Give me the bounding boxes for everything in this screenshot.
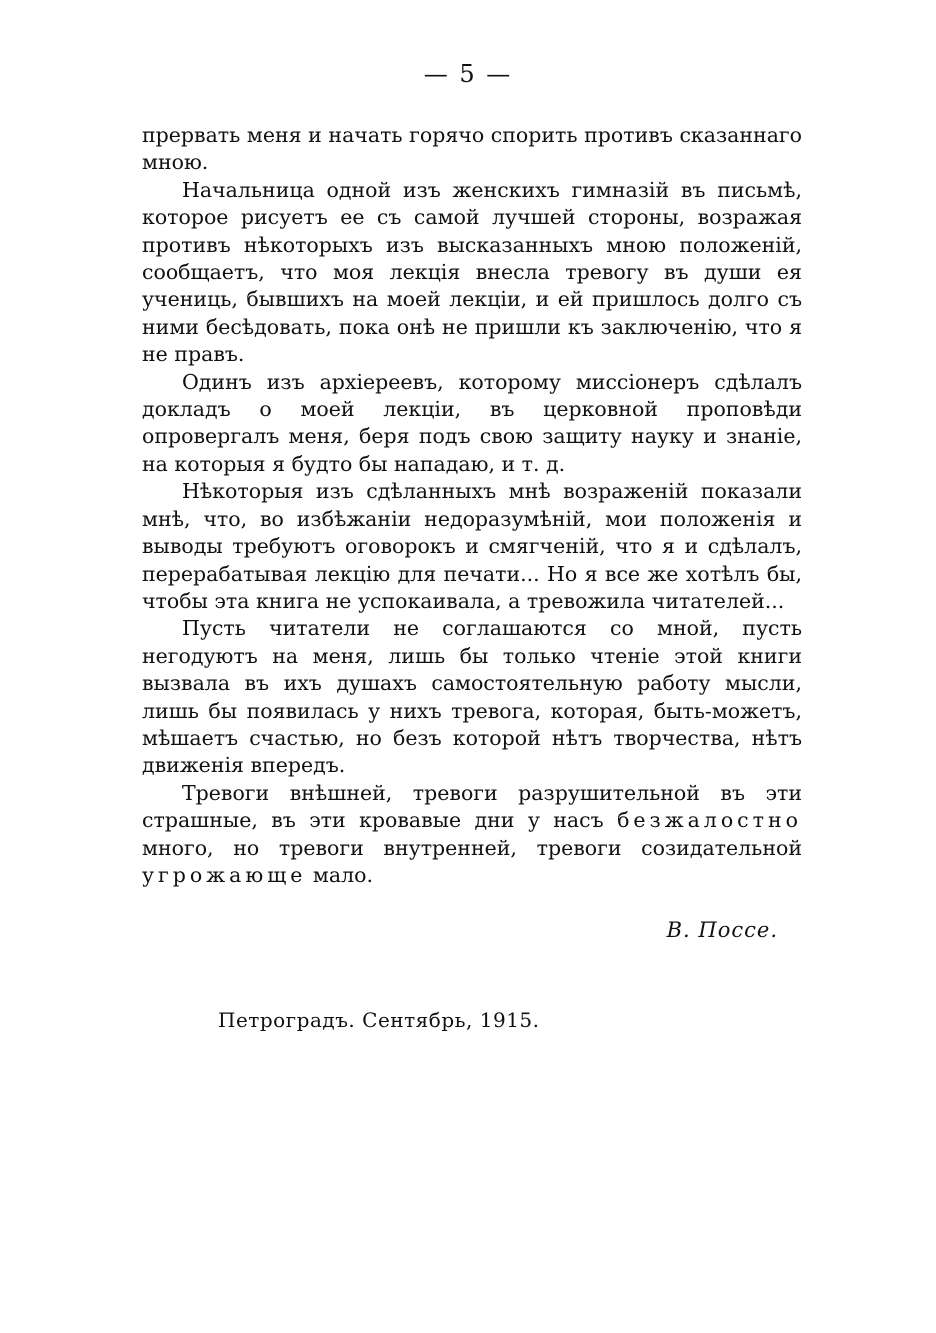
paragraph-5: Пусть читатели не соглашаются со мной, пусть негодуютъ на меня, лишь бы только чтеніе этой книги вызвала въ ихъ душахъ самостоятельную работу мысли, лишь бы появилась у нихъ тревога, которая, быть-можетъ, мѣшаетъ счастью, но безъ которой нѣтъ творчества, нѣтъ движенія впередъ.: [142, 616, 802, 778]
paragraph-6-part-3: мало.: [306, 862, 373, 887]
paragraph-6-part-2: много, но тревоги внутренней, тревоги созидательной: [142, 835, 802, 860]
paragraph-6-part-1: Тревоги внѣшней, тревоги разрушительной въ эти страшные, въ эти кровавые дни у насъ: [142, 780, 802, 833]
page-number: — 5 —: [423, 60, 513, 88]
place-date: Петроградъ. Сентябрь, 1915.: [218, 1008, 540, 1032]
author-signature: В. Поссе.: [666, 918, 778, 942]
paragraph-3: Одинъ изъ архіереевъ, которому миссіонеръ сдѣлалъ докладъ о моей лекціи, въ церковной проповѣди опровергалъ меня, беря подъ свою защиту науку и знаніе, на которыя я будто бы нападаю, и т. д.: [142, 369, 802, 476]
paragraph-1: прервать меня и начать горячо спорить противъ сказаннаго мною.: [142, 123, 802, 175]
spaced-word-1: безжалостно: [617, 808, 802, 833]
paragraph-6: [142, 780, 802, 890]
body-text: [142, 122, 802, 889]
paragraph-2: Начальница одной изъ женскихъ гимназій въ письмѣ, которое рисуетъ ее съ самой лучшей стороны, возражая противъ нѣкоторыхъ изъ высказанныхъ мною положеній, сообщаетъ, что моя лекція внесла тревогу въ души ея учениць, бывшихъ на моей лекціи, и ей пришлось долго съ ними бесѣдовать, пока онѣ не пришли къ заключенію, что я не правъ.: [142, 177, 802, 367]
spaced-word-2: угрожающе: [142, 862, 307, 887]
paragraph-4: Нѣкоторыя изъ сдѣланныхъ мнѣ возраженій показали мнѣ, что, во избѣжаніи недоразумѣній, мои положенія и выводы требуютъ оговорокъ и смягченій, что я и сдѣлалъ, перерабатывая лекцію для печати... Но я все же хотѣлъ бы, чтобы эта книга не успокаивала, а тревожила читателей...: [142, 479, 802, 613]
